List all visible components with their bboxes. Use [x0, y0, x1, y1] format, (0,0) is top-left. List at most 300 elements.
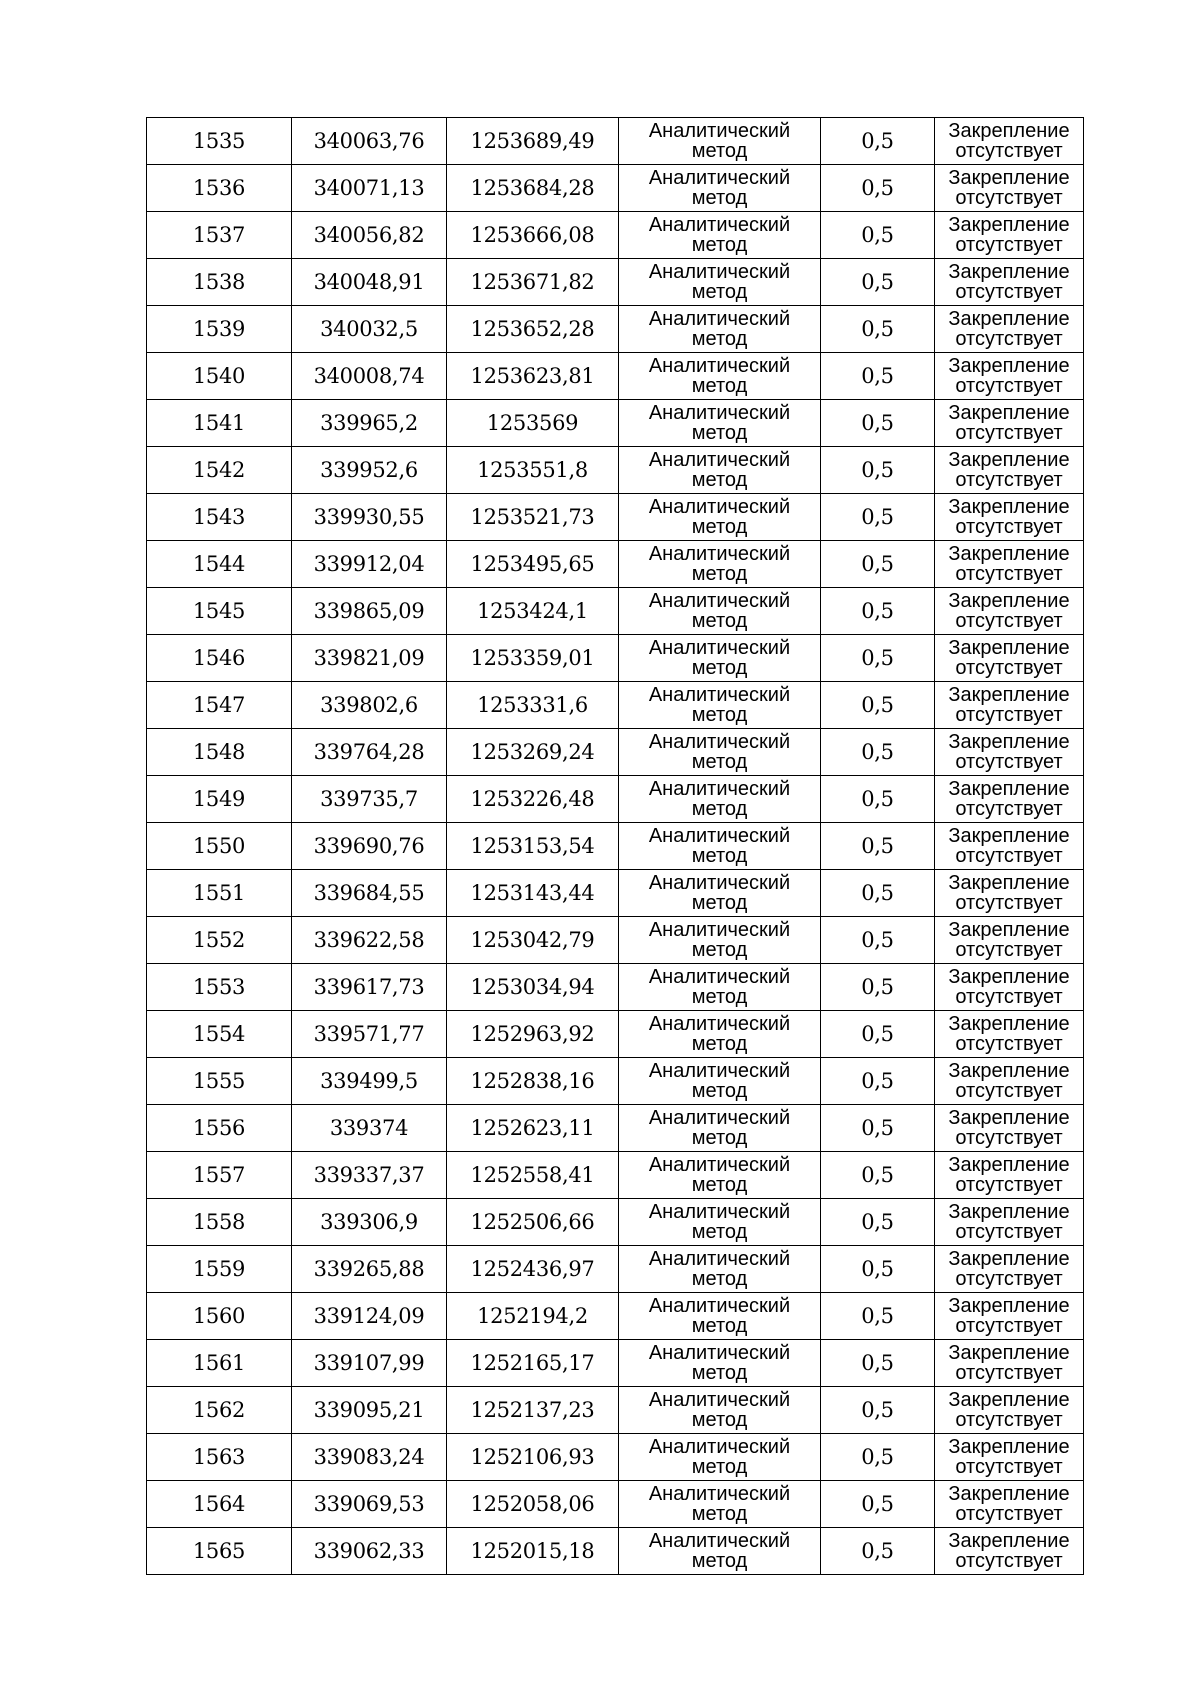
- fixation-cell: [935, 494, 1084, 541]
- y-coordinate-cell: 1252194,2: [447, 1293, 619, 1340]
- fixation-cell-line-1: Закрепление: [948, 1248, 1070, 1270]
- fixation-cell: [935, 212, 1084, 259]
- point-number-cell: 1543: [147, 494, 292, 541]
- y-coordinate-cell: 1252963,92: [447, 1011, 619, 1058]
- method-cell-line-1: Аналитический: [648, 1248, 791, 1270]
- fixation-cell-line-1: Закрепление: [948, 1295, 1070, 1317]
- fixation-cell-line-2: отсутствует: [955, 798, 1063, 820]
- fixation-cell-line-1: Закрепление: [948, 1389, 1070, 1411]
- y-coordinate-cell: 1252623,11: [447, 1105, 619, 1152]
- fixation-cell-line-1: Закрепление: [948, 966, 1070, 988]
- fixation-cell-line-1: Закрепление: [948, 1154, 1070, 1176]
- method-cell-line-2: метод: [691, 1033, 748, 1055]
- y-coordinate-cell: 1253269,24: [447, 729, 619, 776]
- x-coordinate-cell: 339802,6: [292, 682, 447, 729]
- fixation-cell: [935, 118, 1084, 165]
- method-cell-line-1: Аналитический: [648, 1436, 791, 1458]
- fixation-cell-line-1: Закрепление: [948, 1483, 1070, 1505]
- x-coordinate-cell: 339337,37: [292, 1152, 447, 1199]
- fixation-cell-line-1: Закрепление: [948, 637, 1070, 659]
- fixation-cell-line-2: отсутствует: [955, 986, 1063, 1008]
- point-number-cell: 1556: [147, 1105, 292, 1152]
- accuracy-cell: 0,5: [821, 1011, 935, 1058]
- method-cell-line-1: Аналитический: [648, 684, 791, 706]
- point-number-cell: 1557: [147, 1152, 292, 1199]
- table-row: [147, 870, 1084, 917]
- fixation-cell: [935, 447, 1084, 494]
- y-coordinate-cell: 1252137,23: [447, 1387, 619, 1434]
- method-cell: [619, 494, 821, 541]
- method-cell-line-2: метод: [691, 1174, 748, 1196]
- table-row: [147, 353, 1084, 400]
- table-row: [147, 635, 1084, 682]
- fixation-cell: [935, 165, 1084, 212]
- fixation-cell-line-1: Закрепление: [948, 120, 1070, 142]
- y-coordinate-cell: 1253359,01: [447, 635, 619, 682]
- fixation-cell: [935, 259, 1084, 306]
- accuracy-cell: 0,5: [821, 682, 935, 729]
- fixation-cell-line-1: Закрепление: [948, 1530, 1070, 1552]
- fixation-cell-line-2: отсутствует: [955, 1456, 1063, 1478]
- table-row: [147, 1293, 1084, 1340]
- method-cell-line-1: Аналитический: [648, 214, 791, 236]
- method-cell: [619, 1387, 821, 1434]
- method-cell: [619, 917, 821, 964]
- fixation-cell: [935, 1246, 1084, 1293]
- fixation-cell: [935, 353, 1084, 400]
- point-number-cell: 1551: [147, 870, 292, 917]
- accuracy-cell: 0,5: [821, 1293, 935, 1340]
- table-row: [147, 964, 1084, 1011]
- method-cell: [619, 212, 821, 259]
- fixation-cell: [935, 776, 1084, 823]
- method-cell-line-1: Аналитический: [648, 402, 791, 424]
- point-number-cell: 1545: [147, 588, 292, 635]
- fixation-cell-line-1: Закрепление: [948, 308, 1070, 330]
- accuracy-cell: 0,5: [821, 1199, 935, 1246]
- table-row: [147, 1434, 1084, 1481]
- x-coordinate-cell: 339735,7: [292, 776, 447, 823]
- table-row: [147, 1152, 1084, 1199]
- fixation-cell: [935, 1481, 1084, 1528]
- fixation-cell-line-2: отсутствует: [955, 1315, 1063, 1337]
- x-coordinate-cell: 339499,5: [292, 1058, 447, 1105]
- accuracy-cell: 0,5: [821, 1434, 935, 1481]
- accuracy-cell: 0,5: [821, 729, 935, 776]
- x-coordinate-cell: 339062,33: [292, 1528, 447, 1575]
- fixation-cell: [935, 541, 1084, 588]
- fixation-cell-line-1: Закрепление: [948, 543, 1070, 565]
- method-cell: [619, 541, 821, 588]
- accuracy-cell: 0,5: [821, 870, 935, 917]
- table-row: [147, 729, 1084, 776]
- fixation-cell-line-2: отсутствует: [955, 187, 1063, 209]
- method-cell-line-2: метод: [691, 892, 748, 914]
- method-cell-line-1: Аналитический: [648, 1389, 791, 1411]
- method-cell: [619, 1481, 821, 1528]
- y-coordinate-cell: 1253331,6: [447, 682, 619, 729]
- method-cell-line-1: Аналитический: [648, 778, 791, 800]
- y-coordinate-cell: 1253042,79: [447, 917, 619, 964]
- method-cell-line-1: Аналитический: [648, 919, 791, 941]
- accuracy-cell: 0,5: [821, 588, 935, 635]
- fixation-cell-line-1: Закрепление: [948, 261, 1070, 283]
- fixation-cell: [935, 729, 1084, 776]
- y-coordinate-cell: 1252436,97: [447, 1246, 619, 1293]
- method-cell: [619, 259, 821, 306]
- fixation-cell: [935, 823, 1084, 870]
- point-number-cell: 1560: [147, 1293, 292, 1340]
- point-number-cell: 1549: [147, 776, 292, 823]
- method-cell: [619, 682, 821, 729]
- x-coordinate-cell: 339069,53: [292, 1481, 447, 1528]
- method-cell: [619, 1152, 821, 1199]
- method-cell-line-2: метод: [691, 422, 748, 444]
- fixation-cell-line-2: отсутствует: [955, 1033, 1063, 1055]
- x-coordinate-cell: 339617,73: [292, 964, 447, 1011]
- method-cell-line-1: Аналитический: [648, 167, 791, 189]
- point-number-cell: 1561: [147, 1340, 292, 1387]
- x-coordinate-cell: 339764,28: [292, 729, 447, 776]
- table-row: [147, 1387, 1084, 1434]
- fixation-cell: [935, 1152, 1084, 1199]
- point-number-cell: 1550: [147, 823, 292, 870]
- method-cell-line-2: метод: [691, 1221, 748, 1243]
- method-cell: [619, 776, 821, 823]
- table-row: [147, 1199, 1084, 1246]
- method-cell-line-1: Аналитический: [648, 261, 791, 283]
- fixation-cell: [935, 1011, 1084, 1058]
- fixation-cell: [935, 588, 1084, 635]
- accuracy-cell: 0,5: [821, 1528, 935, 1575]
- method-cell-line-2: метод: [691, 1315, 748, 1337]
- method-cell-line-1: Аналитический: [648, 120, 791, 142]
- accuracy-cell: 0,5: [821, 964, 935, 1011]
- fixation-cell-line-2: отсутствует: [955, 610, 1063, 632]
- point-number-cell: 1540: [147, 353, 292, 400]
- point-number-cell: 1564: [147, 1481, 292, 1528]
- x-coordinate-cell: 339571,77: [292, 1011, 447, 1058]
- fixation-cell-line-2: отсутствует: [955, 1127, 1063, 1149]
- x-coordinate-cell: 339930,55: [292, 494, 447, 541]
- fixation-cell: [935, 400, 1084, 447]
- fixation-cell-line-2: отсутствует: [955, 704, 1063, 726]
- accuracy-cell: 0,5: [821, 541, 935, 588]
- fixation-cell-line-1: Закрепление: [948, 355, 1070, 377]
- table-row: [147, 588, 1084, 635]
- accuracy-cell: 0,5: [821, 1246, 935, 1293]
- coordinates-table-body: [147, 118, 1084, 1575]
- x-coordinate-cell: 339083,24: [292, 1434, 447, 1481]
- accuracy-cell: 0,5: [821, 635, 935, 682]
- point-number-cell: 1541: [147, 400, 292, 447]
- accuracy-cell: 0,5: [821, 823, 935, 870]
- fixation-cell-line-1: Закрепление: [948, 919, 1070, 941]
- method-cell-line-1: Аналитический: [648, 1342, 791, 1364]
- y-coordinate-cell: 1253652,28: [447, 306, 619, 353]
- method-cell-line-2: метод: [691, 516, 748, 538]
- fixation-cell-line-2: отсутствует: [955, 140, 1063, 162]
- accuracy-cell: 0,5: [821, 118, 935, 165]
- x-coordinate-cell: 339265,88: [292, 1246, 447, 1293]
- point-number-cell: 1548: [147, 729, 292, 776]
- y-coordinate-cell: 1252015,18: [447, 1528, 619, 1575]
- method-cell: [619, 729, 821, 776]
- accuracy-cell: 0,5: [821, 1387, 935, 1434]
- fixation-cell-line-2: отсутствует: [955, 1221, 1063, 1243]
- method-cell-line-1: Аналитический: [648, 872, 791, 894]
- method-cell-line-2: метод: [691, 1127, 748, 1149]
- y-coordinate-cell: 1253684,28: [447, 165, 619, 212]
- fixation-cell-line-1: Закрепление: [948, 1060, 1070, 1082]
- fixation-cell-line-1: Закрепление: [948, 778, 1070, 800]
- x-coordinate-cell: 340063,76: [292, 118, 447, 165]
- method-cell: [619, 306, 821, 353]
- table-row: [147, 494, 1084, 541]
- coordinates-table: [146, 117, 1084, 1575]
- x-coordinate-cell: 339622,58: [292, 917, 447, 964]
- fixation-cell-line-2: отсутствует: [955, 422, 1063, 444]
- method-cell-line-2: метод: [691, 1503, 748, 1525]
- point-number-cell: 1544: [147, 541, 292, 588]
- accuracy-cell: 0,5: [821, 212, 935, 259]
- method-cell-line-2: метод: [691, 187, 748, 209]
- x-coordinate-cell: 339821,09: [292, 635, 447, 682]
- method-cell-line-2: метод: [691, 845, 748, 867]
- table-row: [147, 541, 1084, 588]
- fixation-cell-line-2: отсутствует: [955, 939, 1063, 961]
- y-coordinate-cell: 1253424,1: [447, 588, 619, 635]
- fixation-cell-line-1: Закрепление: [948, 1013, 1070, 1035]
- method-cell-line-2: метод: [691, 1409, 748, 1431]
- method-cell: [619, 118, 821, 165]
- method-cell-line-1: Аналитический: [648, 355, 791, 377]
- y-coordinate-cell: 1253153,54: [447, 823, 619, 870]
- method-cell: [619, 870, 821, 917]
- fixation-cell: [935, 1293, 1084, 1340]
- method-cell-line-1: Аналитический: [648, 308, 791, 330]
- x-coordinate-cell: 339374: [292, 1105, 447, 1152]
- method-cell-line-2: метод: [691, 328, 748, 350]
- method-cell-line-1: Аналитический: [648, 1483, 791, 1505]
- accuracy-cell: 0,5: [821, 494, 935, 541]
- fixation-cell-line-1: Закрепление: [948, 590, 1070, 612]
- method-cell-line-2: метод: [691, 939, 748, 961]
- method-cell-line-1: Аналитический: [648, 449, 791, 471]
- method-cell-line-1: Аналитический: [648, 1060, 791, 1082]
- x-coordinate-cell: 339107,99: [292, 1340, 447, 1387]
- point-number-cell: 1538: [147, 259, 292, 306]
- accuracy-cell: 0,5: [821, 1152, 935, 1199]
- x-coordinate-cell: 340032,5: [292, 306, 447, 353]
- point-number-cell: 1547: [147, 682, 292, 729]
- fixation-cell-line-2: отсутствует: [955, 1174, 1063, 1196]
- accuracy-cell: 0,5: [821, 353, 935, 400]
- y-coordinate-cell: 1253689,49: [447, 118, 619, 165]
- method-cell-line-1: Аналитический: [648, 590, 791, 612]
- y-coordinate-cell: 1253666,08: [447, 212, 619, 259]
- table-row: [147, 682, 1084, 729]
- fixation-cell: [935, 1387, 1084, 1434]
- table-row: [147, 1058, 1084, 1105]
- fixation-cell: [935, 917, 1084, 964]
- fixation-cell-line-2: отсутствует: [955, 328, 1063, 350]
- y-coordinate-cell: 1253495,65: [447, 541, 619, 588]
- method-cell: [619, 400, 821, 447]
- fixation-cell-line-2: отсутствует: [955, 1550, 1063, 1572]
- x-coordinate-cell: 340071,13: [292, 165, 447, 212]
- point-number-cell: 1565: [147, 1528, 292, 1575]
- fixation-cell-line-1: Закрепление: [948, 167, 1070, 189]
- fixation-cell-line-1: Закрепление: [948, 449, 1070, 471]
- method-cell-line-1: Аналитический: [648, 1530, 791, 1552]
- table-row: [147, 118, 1084, 165]
- accuracy-cell: 0,5: [821, 259, 935, 306]
- fixation-cell-line-2: отсутствует: [955, 1080, 1063, 1102]
- table-row: [147, 212, 1084, 259]
- method-cell: [619, 447, 821, 494]
- point-number-cell: 1542: [147, 447, 292, 494]
- fixation-cell-line-1: Закрепление: [948, 1342, 1070, 1364]
- method-cell-line-2: метод: [691, 1080, 748, 1102]
- x-coordinate-cell: 339912,04: [292, 541, 447, 588]
- method-cell-line-1: Аналитический: [648, 1107, 791, 1129]
- accuracy-cell: 0,5: [821, 917, 935, 964]
- point-number-cell: 1562: [147, 1387, 292, 1434]
- x-coordinate-cell: 340008,74: [292, 353, 447, 400]
- method-cell-line-2: метод: [691, 375, 748, 397]
- method-cell: [619, 635, 821, 682]
- accuracy-cell: 0,5: [821, 165, 935, 212]
- x-coordinate-cell: 340048,91: [292, 259, 447, 306]
- fixation-cell-line-1: Закрепление: [948, 214, 1070, 236]
- table-row: [147, 1481, 1084, 1528]
- method-cell: [619, 588, 821, 635]
- point-number-cell: 1539: [147, 306, 292, 353]
- y-coordinate-cell: 1252558,41: [447, 1152, 619, 1199]
- y-coordinate-cell: 1253551,8: [447, 447, 619, 494]
- method-cell-line-2: метод: [691, 1456, 748, 1478]
- y-coordinate-cell: 1252838,16: [447, 1058, 619, 1105]
- x-coordinate-cell: 339095,21: [292, 1387, 447, 1434]
- point-number-cell: 1546: [147, 635, 292, 682]
- y-coordinate-cell: 1253521,73: [447, 494, 619, 541]
- table-row: [147, 1105, 1084, 1152]
- point-number-cell: 1553: [147, 964, 292, 1011]
- accuracy-cell: 0,5: [821, 1340, 935, 1387]
- method-cell-line-2: метод: [691, 986, 748, 1008]
- accuracy-cell: 0,5: [821, 1481, 935, 1528]
- point-number-cell: 1558: [147, 1199, 292, 1246]
- fixation-cell-line-2: отсутствует: [955, 845, 1063, 867]
- x-coordinate-cell: 339306,9: [292, 1199, 447, 1246]
- point-number-cell: 1535: [147, 118, 292, 165]
- method-cell-line-2: метод: [691, 751, 748, 773]
- table-row: [147, 917, 1084, 964]
- fixation-cell-line-2: отсутствует: [955, 657, 1063, 679]
- table-row: [147, 1246, 1084, 1293]
- method-cell: [619, 1293, 821, 1340]
- fixation-cell-line-2: отсутствует: [955, 563, 1063, 585]
- method-cell-line-1: Аналитический: [648, 731, 791, 753]
- y-coordinate-cell: 1252165,17: [447, 1340, 619, 1387]
- method-cell-line-2: метод: [691, 1268, 748, 1290]
- fixation-cell: [935, 1340, 1084, 1387]
- table-row: [147, 306, 1084, 353]
- method-cell-line-2: метод: [691, 563, 748, 585]
- x-coordinate-cell: 339965,2: [292, 400, 447, 447]
- fixation-cell-line-2: отсутствует: [955, 1409, 1063, 1431]
- table-row: [147, 1011, 1084, 1058]
- table-row: [147, 400, 1084, 447]
- fixation-cell: [935, 1434, 1084, 1481]
- y-coordinate-cell: 1253623,81: [447, 353, 619, 400]
- table-row: [147, 165, 1084, 212]
- method-cell: [619, 1434, 821, 1481]
- method-cell-line-1: Аналитический: [648, 825, 791, 847]
- fixation-cell-line-1: Закрепление: [948, 825, 1070, 847]
- fixation-cell-line-1: Закрепление: [948, 496, 1070, 518]
- x-coordinate-cell: 339124,09: [292, 1293, 447, 1340]
- fixation-cell-line-2: отсутствует: [955, 1268, 1063, 1290]
- method-cell-line-1: Аналитический: [648, 1295, 791, 1317]
- table-row: [147, 1340, 1084, 1387]
- fixation-cell-line-2: отсутствует: [955, 516, 1063, 538]
- y-coordinate-cell: 1253226,48: [447, 776, 619, 823]
- method-cell: [619, 964, 821, 1011]
- fixation-cell-line-2: отсутствует: [955, 1503, 1063, 1525]
- accuracy-cell: 0,5: [821, 447, 935, 494]
- accuracy-cell: 0,5: [821, 306, 935, 353]
- fixation-cell: [935, 1199, 1084, 1246]
- accuracy-cell: 0,5: [821, 1058, 935, 1105]
- method-cell: [619, 823, 821, 870]
- method-cell: [619, 1246, 821, 1293]
- table-row: [147, 776, 1084, 823]
- table-row: [147, 823, 1084, 870]
- fixation-cell: [935, 1105, 1084, 1152]
- method-cell-line-2: метод: [691, 1362, 748, 1384]
- fixation-cell-line-2: отсутствует: [955, 281, 1063, 303]
- method-cell: [619, 1105, 821, 1152]
- accuracy-cell: 0,5: [821, 400, 935, 447]
- point-number-cell: 1552: [147, 917, 292, 964]
- y-coordinate-cell: 1252058,06: [447, 1481, 619, 1528]
- fixation-cell-line-2: отсутствует: [955, 469, 1063, 491]
- y-coordinate-cell: 1252506,66: [447, 1199, 619, 1246]
- method-cell-line-2: метод: [691, 281, 748, 303]
- fixation-cell: [935, 306, 1084, 353]
- fixation-cell: [935, 635, 1084, 682]
- fixation-cell-line-2: отсутствует: [955, 751, 1063, 773]
- method-cell: [619, 1528, 821, 1575]
- point-number-cell: 1555: [147, 1058, 292, 1105]
- fixation-cell-line-1: Закрепление: [948, 1107, 1070, 1129]
- fixation-cell: [935, 1528, 1084, 1575]
- fixation-cell-line-1: Закрепление: [948, 731, 1070, 753]
- fixation-cell: [935, 1058, 1084, 1105]
- method-cell-line-2: метод: [691, 610, 748, 632]
- method-cell: [619, 165, 821, 212]
- method-cell-line-2: метод: [691, 798, 748, 820]
- method-cell-line-1: Аналитический: [648, 496, 791, 518]
- method-cell-line-2: метод: [691, 657, 748, 679]
- x-coordinate-cell: 340056,82: [292, 212, 447, 259]
- method-cell-line-1: Аналитический: [648, 1013, 791, 1035]
- method-cell: [619, 1058, 821, 1105]
- fixation-cell-line-1: Закрепление: [948, 1436, 1070, 1458]
- fixation-cell-line-1: Закрепление: [948, 872, 1070, 894]
